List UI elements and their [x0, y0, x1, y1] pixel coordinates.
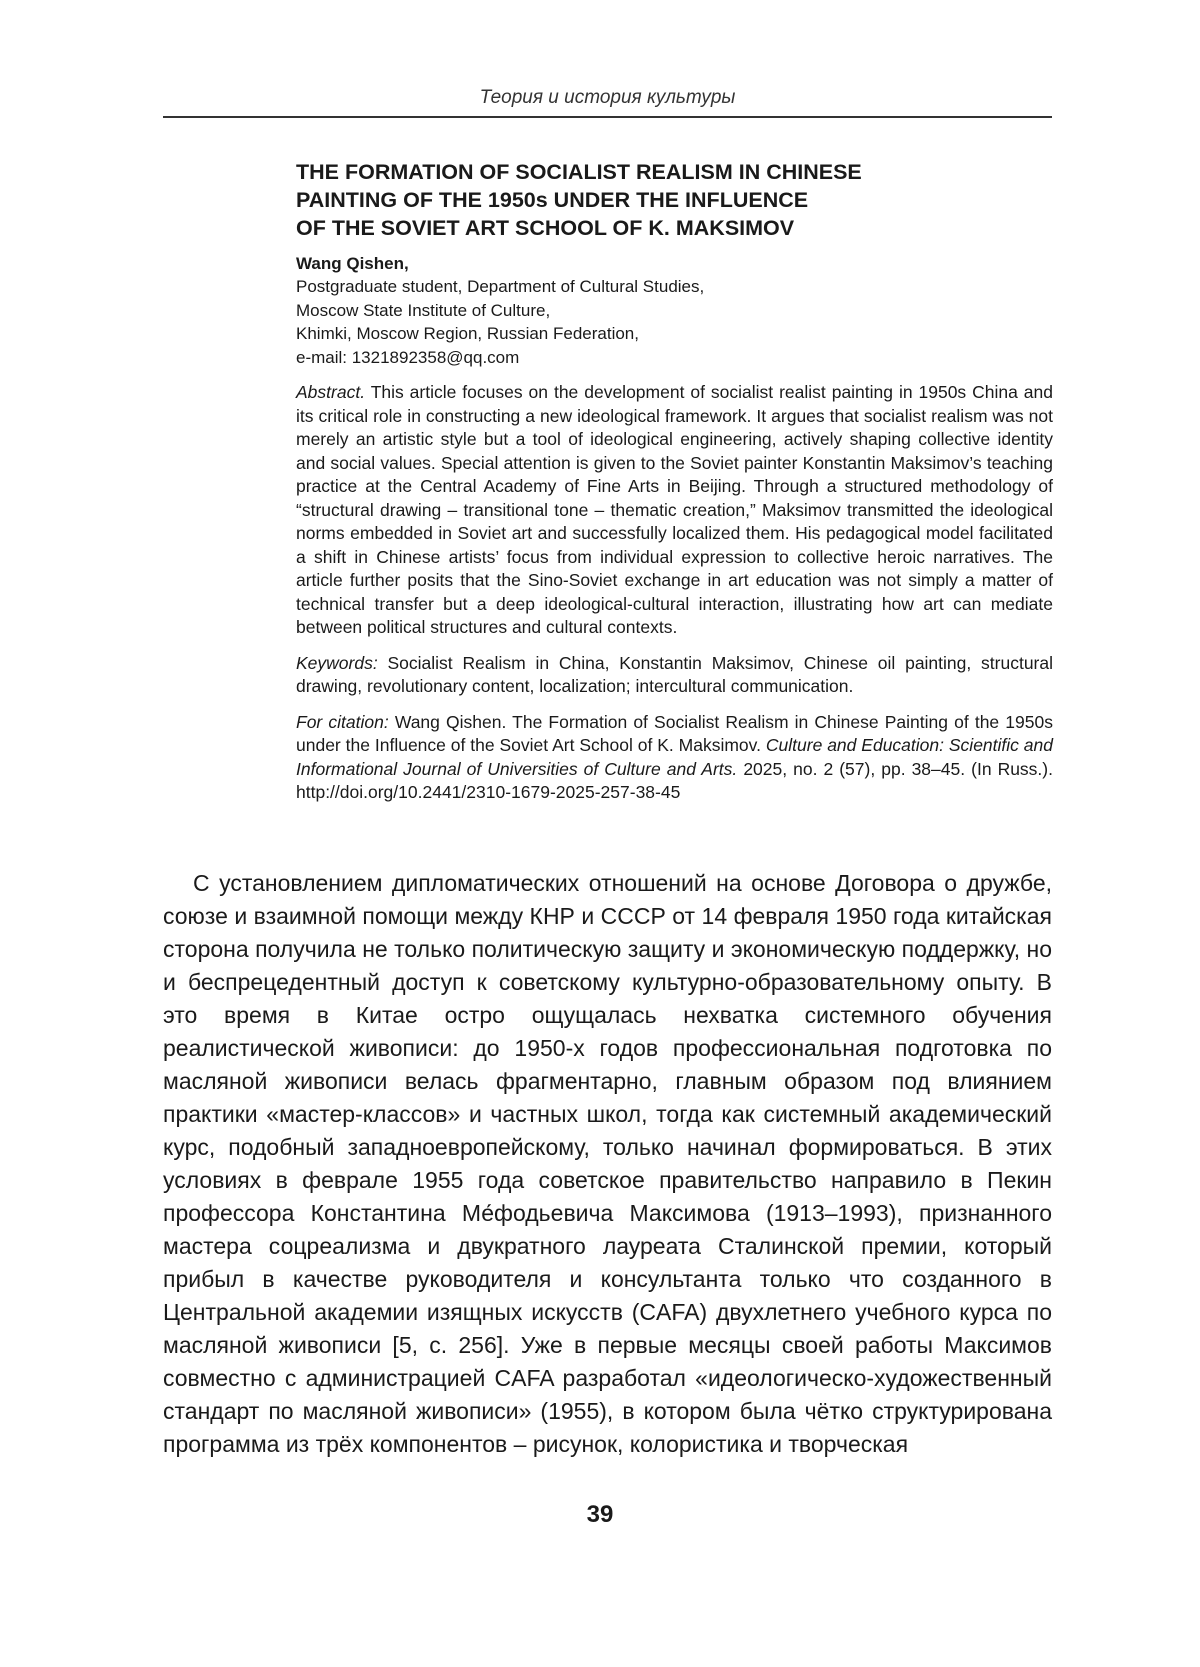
abstract: [296, 381, 1053, 640]
title-line: OF THE SOVIET ART SCHOOL OF K. MAKSIMOV: [296, 216, 795, 240]
citation-doi: 2025, no. 2 (57), pp. 38–45. (In Russ.). http://doi.org/10.2441/2310-1679-2025-257-38-45: [296, 758, 1053, 802]
abstract-label: Abstract.: [296, 382, 366, 402]
title-line: THE FORMATION OF SOCIALIST REALISM IN CHINESE: [296, 160, 862, 184]
article-title: [296, 158, 1053, 242]
body-paragraph: С установлением дипломатических отношений на основе Договора о дружбе, союзе и взаимной помощи между КНР и СССР от 14 февраля 1950 года китайская сторона получила не только политическую защиту и экономическую поддержку, но и беспрецедентный доступ к советскому культурно-образовательному опыту. В это время в Китае остро ощущалась нехватка системного обучения реалистической живописи: до 1950-х годов профессиональная подготовка по масляной живописи велась фрагментарно, главным образом под влиянием практики «мастер-классов» и частных школ, тогда как системный академический курс, подобный западноевропейскому, только начинал формироваться. В этих условиях в феврале 1955 года советское правительство направило в Пекин профессора Константина Ме́фодьевича Максимова (1913–1993), признанного мастера соцреализма и двукратного лауреата Сталинской премии, который прибыл в качестве руководителя и консультанта только что созданного в Центральной академии изящных искусств (CAFA) двухлетнего учебного курса по масляной живописи [5, с. 256]. Уже в первые месяцы своей работы Максимов совместно с администрацией CAFA разработал «идеологическо-художественный стандарт по масляной живописи» (1955), в котором была чётко структурирована программа из трёх компонентов – рисунок, колористика и творческая: [163, 870, 1052, 1457]
title-line: PAINTING OF THE 1950s UNDER THE INFLUENCE: [296, 188, 809, 212]
keywords-label: Keywords:: [296, 652, 378, 673]
author-affiliation: [296, 275, 1053, 369]
running-head: Теория и история культуры: [479, 87, 736, 108]
header-rule: [163, 116, 1052, 118]
article-front-matter: [296, 158, 1053, 805]
citation: [296, 711, 1053, 805]
citation-journal: Culture and Education: Scientific and Informational Journal of Universities of Culture and Arts.: [296, 735, 1054, 779]
citation-text: Wang Qishen. The Formation of Socialist Realism in Chinese Painting of the 1950s under the Influence of the Soviet Art School of K. Maksimov.: [296, 711, 1053, 755]
keywords: [296, 652, 1053, 699]
keywords-text: Socialist Realism in China, Konstantin Maksimov, Chinese oil painting, structural drawing, revolutionary content, localization; intercultural communication.: [296, 652, 1053, 696]
affiliation-line: Khimki, Moscow Region, Russian Federation,: [296, 324, 639, 343]
affiliation-line: Postgraduate student, Department of Cultural Studies,: [296, 277, 705, 296]
abstract-text: This article focuses on the development of socialist realist painting in 1950s China and its critical role in constructing a new ideological framework. It argues that socialist realism was not merely an artistic style but a tool of ideological engineering, actively shaping collective identity and social values. Special attention is given to the Soviet painter Konstantin Maksimov’s teaching practice at the Central Academy of Fine Arts in Beijing. Through a structured methodology of “structural drawing – transitional tone – thematic creation,” Maksimov transmitted the ideological norms embedded in Soviet art and successfully localized them. His pedagogical model facilitated a shift in Chinese artists’ focus from individual expression to collective heroic narratives. The article further posits that the Sino-Soviet exchange in art education was not simply a matter of technical transfer but a deep ideological-cultural interaction, illustrating how art can mediate between political structures and cultural contexts.: [296, 382, 1053, 637]
author-name: Wang Qishen,: [296, 254, 409, 273]
citation-label: For citation:: [296, 711, 389, 732]
author-email: e-mail: 1321892358@qq.com: [296, 347, 520, 367]
affiliation-line: Moscow State Institute of Culture,: [296, 300, 551, 320]
page-number: 39: [586, 1501, 614, 1528]
